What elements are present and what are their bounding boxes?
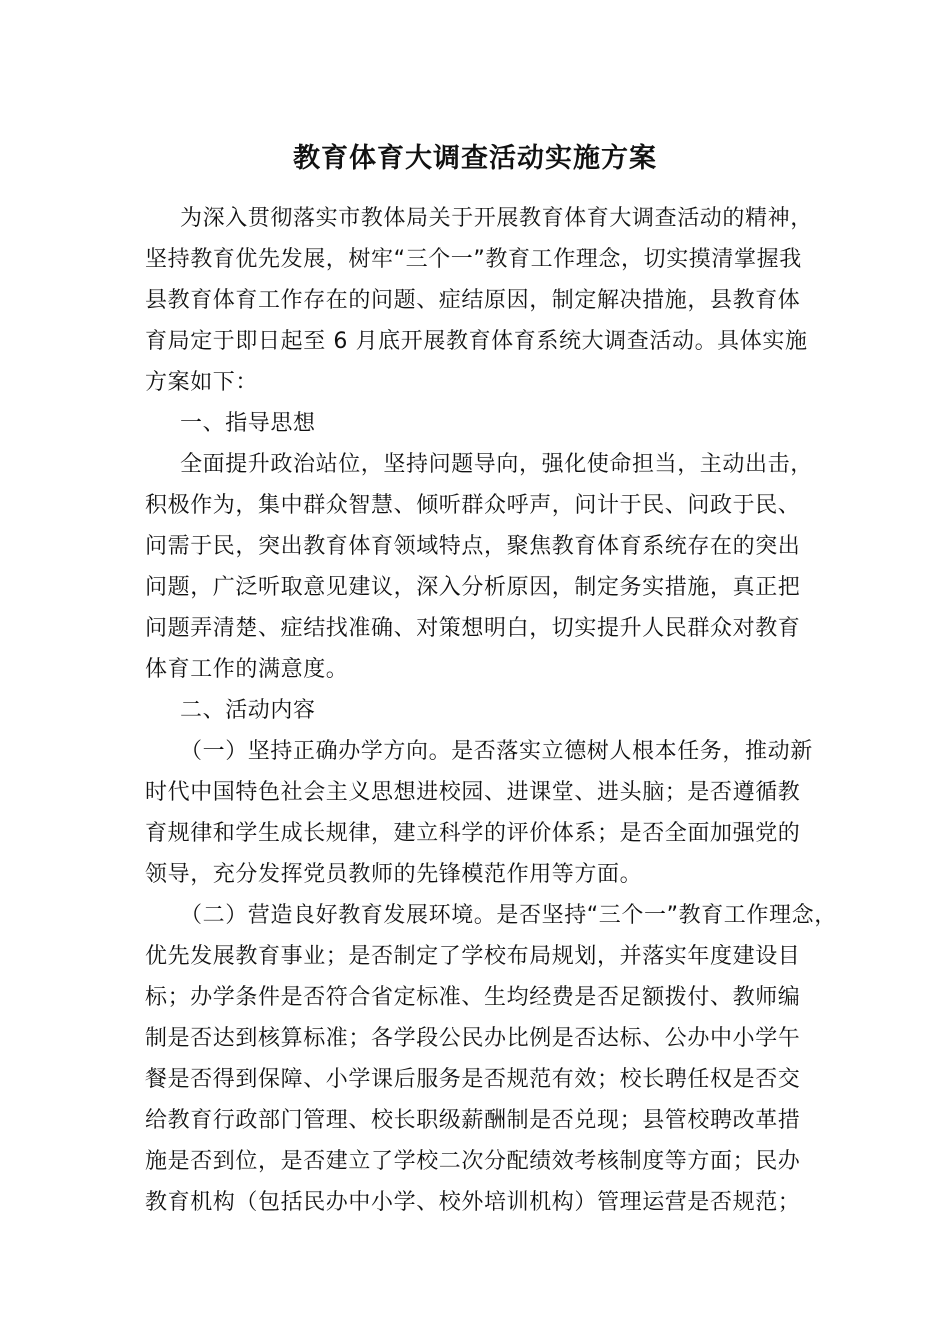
paragraph-line: 问题，广泛听取意见建议，深入分析原因，制定务实措施，真正把 — [145, 575, 801, 600]
paragraph-line: 县教育体育工作存在的问题、症结原因，制定解决措施，县教育体 — [145, 288, 801, 313]
paragraph-line: 育规律和学生成长规律，建立科学的评价体系；是否全面加强党的 — [145, 821, 801, 846]
paragraph-line: 给教育行政部门管理、校长职级薪酬制是否兑现；县管校聘改革措 — [145, 1108, 801, 1133]
paragraph-line: 施是否到位，是否建立了学校二次分配绩效考核制度等方面；民办 — [145, 1149, 801, 1174]
paragraph-line: 时代中国特色社会主义思想进校园、进课堂、进头脑；是否遵循教 — [145, 780, 801, 805]
section-heading: 一、指导思想 — [180, 411, 316, 436]
paragraph-line: 教育机构（包括民办中小学、校外培训机构）管理运营是否规范； — [145, 1190, 801, 1215]
paragraph-line: 方案如下： — [145, 370, 259, 395]
document-title: 教育体育大调查活动实施方案 — [293, 143, 657, 174]
paragraph-line: 领导，充分发挥党员教师的先锋模范作用等方面。 — [145, 862, 643, 887]
paragraph-line: 问题弄清楚、症结找准确、对策想明白，切实提升人民群众对教育 — [145, 616, 801, 641]
paragraph-line: 餐是否得到保障、小学课后服务是否规范有效；校长聘任权是否交 — [145, 1067, 801, 1092]
paragraph-line: （二）营造良好教育发展环境。是否坚持“三个一”教育工作理念， — [180, 903, 837, 928]
paragraph-line: 全面提升政治站位，坚持问题导向，强化使命担当，主动出击， — [180, 452, 813, 477]
paragraph-line: 为深入贯彻落实市教体局关于开展教育体育大调查活动的精神， — [180, 206, 813, 231]
paragraph-line: 育局定于即日起至 6 月底开展教育体育系统大调查活动。具体实施 — [145, 329, 808, 354]
paragraph-line: 制是否达到核算标准；各学段公民办比例是否达标、公办中小学午 — [145, 1026, 801, 1051]
section-heading: 二、活动内容 — [180, 698, 316, 723]
paragraph-line: 坚持教育优先发展，树牢“三个一”教育工作理念，切实摸清掌握我 — [145, 247, 802, 272]
paragraph-line: 体育工作的满意度。 — [145, 657, 349, 682]
paragraph-line: 问需于民，突出教育体育领域特点，聚焦教育体育系统存在的突出 — [145, 534, 801, 559]
paragraph-line: 标；办学条件是否符合省定标准、生均经费是否足额拨付、教师编 — [145, 985, 801, 1010]
paragraph-line: （一）坚持正确办学方向。是否落实立德树人根本任务，推动新 — [180, 739, 813, 764]
paragraph-line: 优先发展教育事业；是否制定了学校布局规划，并落实年度建设目 — [145, 944, 801, 969]
paragraph-line: 积极作为，集中群众智慧、倾听群众呼声，问计于民、问政于民、 — [145, 493, 801, 518]
